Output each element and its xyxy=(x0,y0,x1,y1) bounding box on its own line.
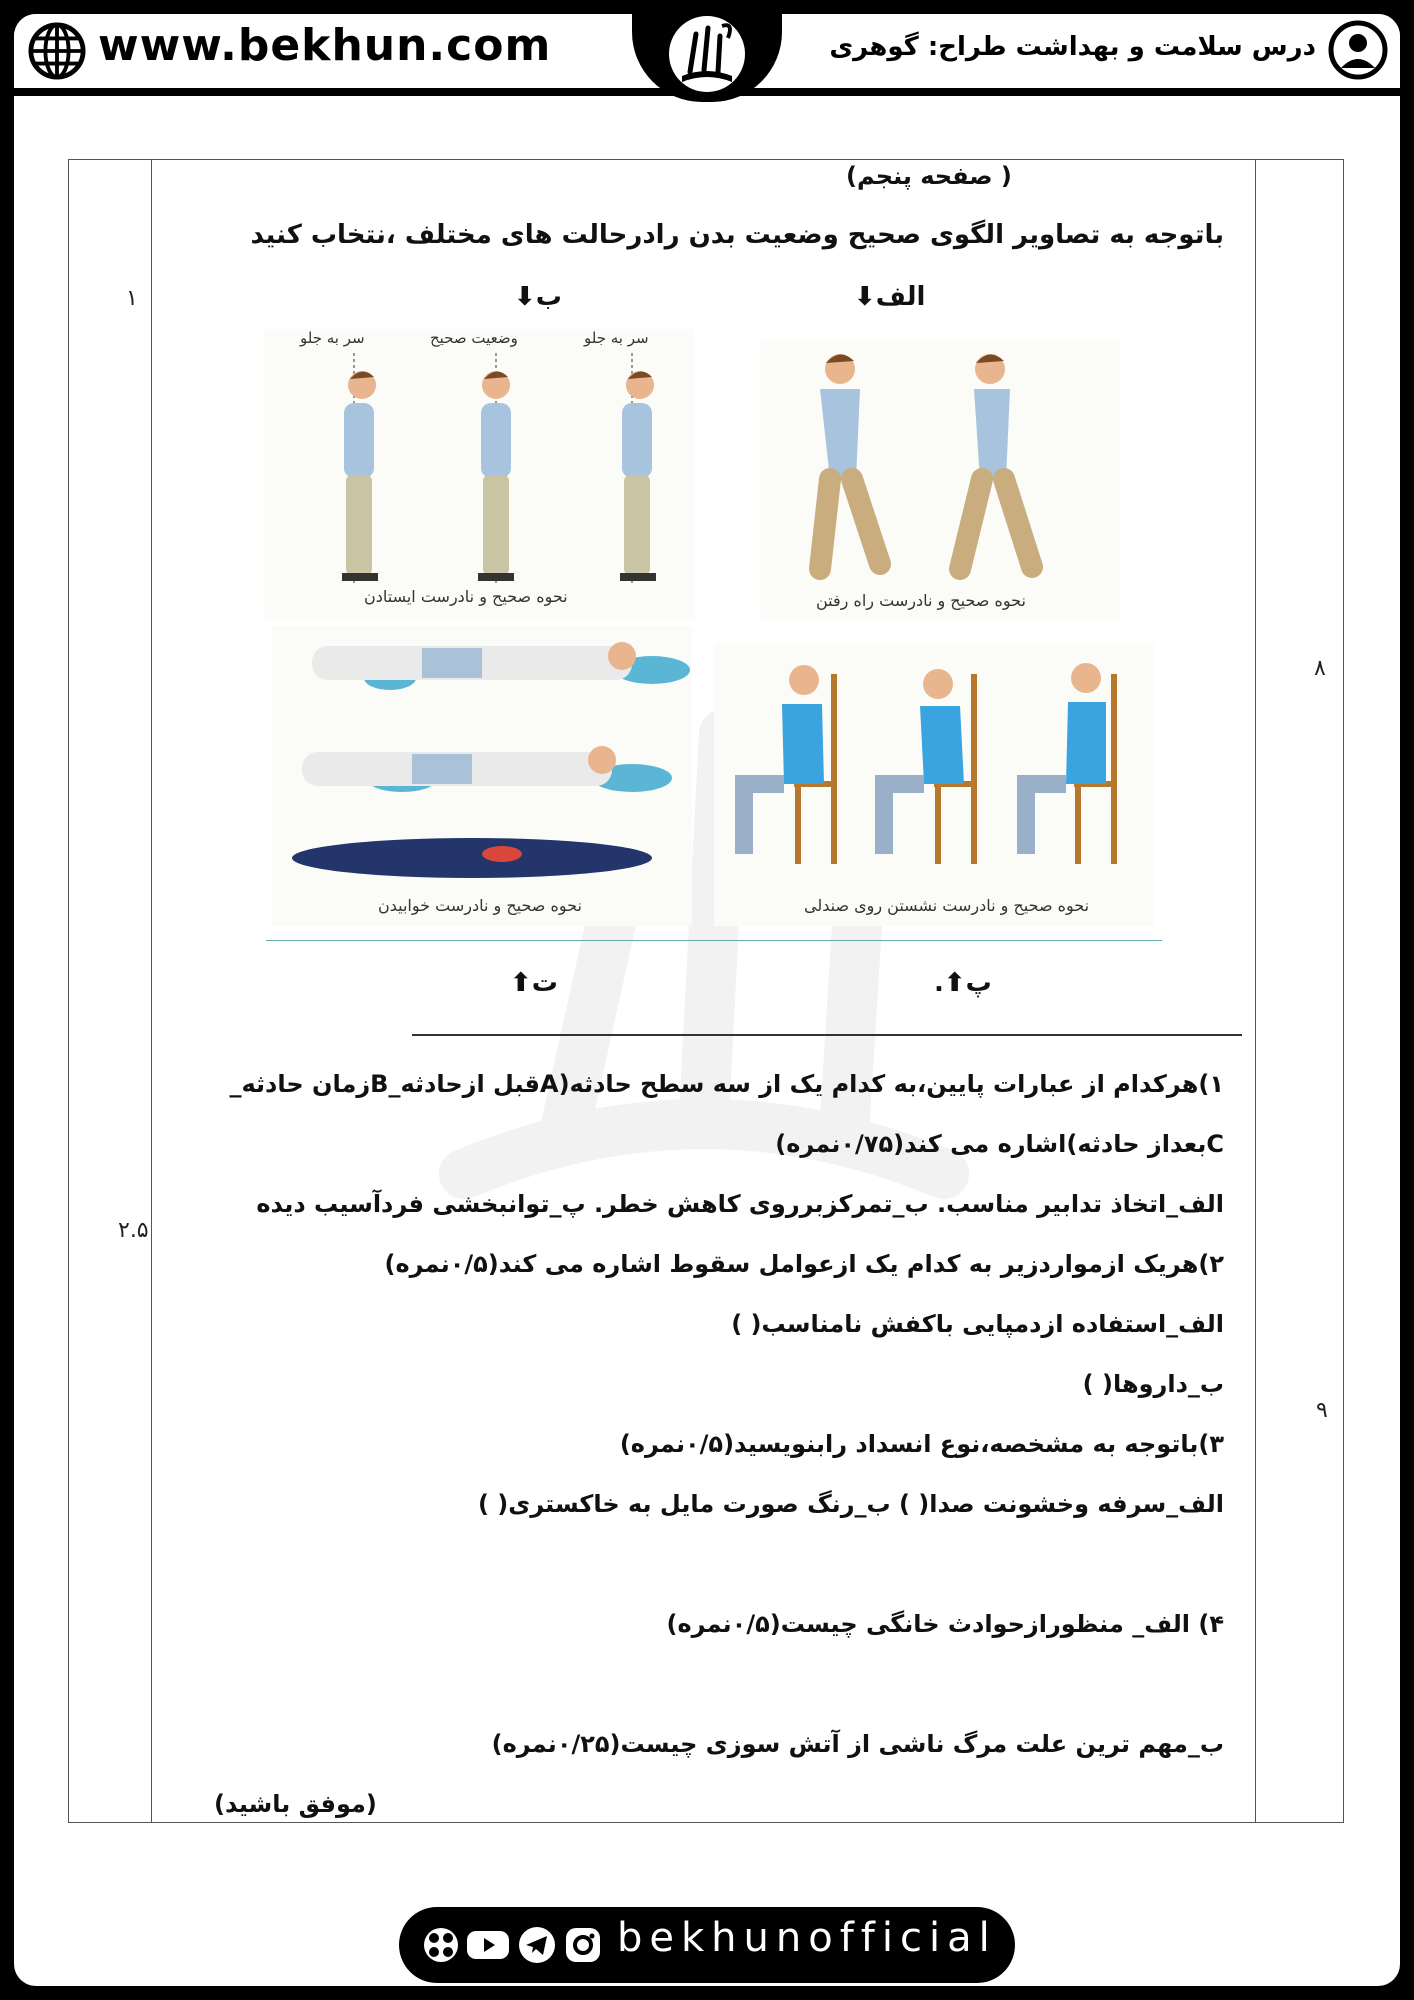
score-column-divider xyxy=(151,160,152,1822)
q8-score: ۱ xyxy=(126,286,138,311)
social-handle[interactable]: bekhunofficial xyxy=(617,1915,997,1961)
label-alef: الف⬇ xyxy=(854,282,926,312)
q9-score: ۲.۵ xyxy=(118,1218,149,1243)
stand-label-1: سر به جلو xyxy=(300,329,365,347)
closing-note: (موفق باشید) xyxy=(214,1790,377,1818)
figure-divider xyxy=(266,940,1162,941)
q9-line-5: الف_استفاده ازدمپایی باکفش نامناسب( ) xyxy=(731,1310,1224,1338)
exam-table xyxy=(68,159,1344,1823)
stand-label-3: سر به جلو xyxy=(584,329,649,347)
header-bar xyxy=(14,14,1400,96)
caption-sitting: نحوه صحیح و نادرست نشستن روی صندلی xyxy=(804,896,1090,915)
section-divider xyxy=(412,1034,1242,1036)
aparat-icon[interactable] xyxy=(421,1925,461,1965)
stand-label-2: وضعیت صحیح xyxy=(430,329,518,347)
q9-line-7: ۳)باتوجه به مشخصه،نوع انسداد رابنویسید(۰/۵نمره) xyxy=(619,1430,1224,1458)
page-label: ( صفحه پنجم) xyxy=(846,162,1012,190)
course-title: درس سلامت و بهداشت طراح: گوهری xyxy=(829,32,1316,62)
q9-line-10: ب_مهم ترین علت مرگ ناشی از آتش سوزی چیست(۰/۲۵نمره) xyxy=(491,1730,1224,1758)
q9-line-3: الف_اتخاذ تدابیر مناسب. ب_تمرکزبرروی کاهش خطر. پ_توانبخشی فردآسیب دیده xyxy=(256,1190,1224,1218)
label-pe: پ⬆. xyxy=(934,968,992,998)
q9-line-4: ۲)هریک ازمواردزیر به کدام یک ازعوامل سقوط اشاره می کند(۰/۵نمره) xyxy=(384,1250,1224,1278)
caption-sleeping: نحوه صحیح و نادرست خوابیدن xyxy=(378,896,582,915)
q8-number: ۸ xyxy=(1314,656,1326,681)
walking-posture-figure xyxy=(760,339,1120,619)
sleeping-posture-figure xyxy=(272,626,692,926)
q9-line-6: ب_داروها( ) xyxy=(1082,1370,1224,1398)
q9-line-1: ۱)هرکدام از عبارات پایین،به کدام یک از سه سطح حادثه(Aقبل ازحادثه_Bزمان حادثه_ xyxy=(229,1070,1224,1098)
label-te: ت⬆ xyxy=(510,968,558,998)
q9-line-9: ۴) الف_ منظورازحوادث خانگی چیست(۰/۵نمره) xyxy=(666,1610,1224,1638)
q9-line-8: الف_سرفه وخشونت صدا( ) ب_رنگ صورت مایل به خاکستری( ) xyxy=(477,1490,1224,1518)
exam-page xyxy=(14,14,1400,1986)
globe-icon xyxy=(28,22,86,80)
telegram-icon[interactable] xyxy=(517,1925,557,1965)
q8-prompt: باتوجه به تصاویر الگوی صحیح وضعیت بدن رادرحالت های مختلف ،نتخاب کنید xyxy=(250,220,1224,250)
number-column-divider xyxy=(1255,160,1256,1822)
instagram-icon[interactable] xyxy=(563,1925,603,1965)
q9-number: ۹ xyxy=(1316,1398,1328,1423)
brand-logo xyxy=(632,14,782,102)
caption-walking: نحوه صحیح و نادرست راه رفتن xyxy=(816,591,1026,610)
q9-line-2: Cبعداز حادثه)اشاره می کند(۰/۷۵نمره) xyxy=(775,1130,1224,1158)
social-footer xyxy=(399,1907,1015,1983)
youtube-icon[interactable] xyxy=(465,1925,511,1965)
sitting-posture-figure xyxy=(714,644,1154,926)
label-be: ب⬇ xyxy=(514,282,562,312)
logo-book-icon xyxy=(662,14,752,98)
user-avatar-icon xyxy=(1328,20,1388,80)
standing-posture-figure xyxy=(264,329,694,619)
caption-standing: نحوه صحیح و نادرست ایستادن xyxy=(364,587,568,606)
site-url[interactable]: www.bekhun.com xyxy=(98,20,552,71)
